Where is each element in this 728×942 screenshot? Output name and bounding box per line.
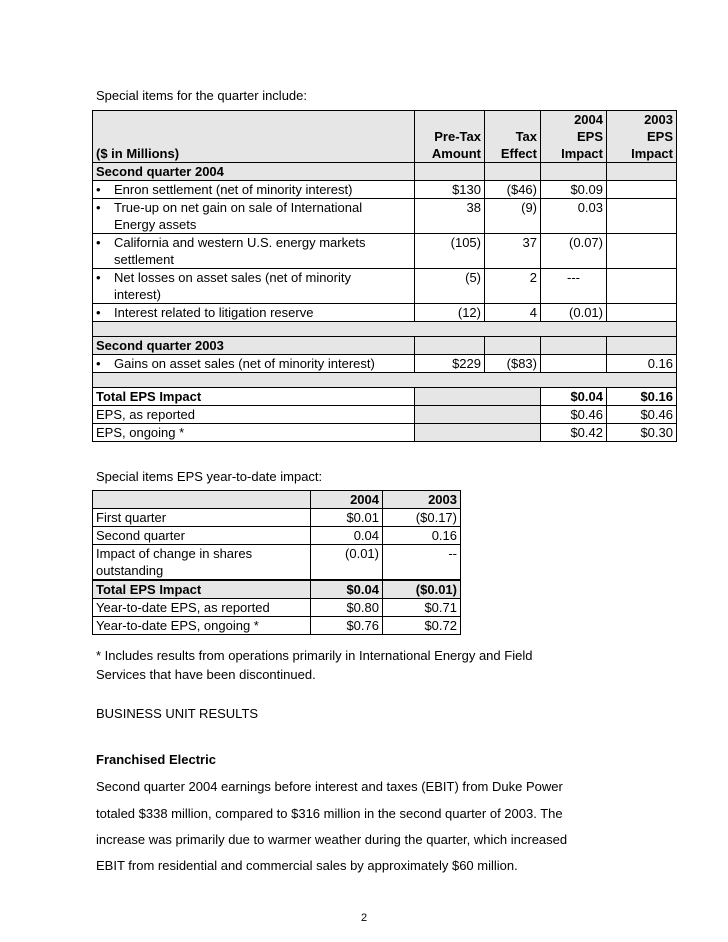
pretax-cell: (105): [415, 234, 485, 269]
spacer-row: [93, 322, 677, 337]
table-row: [93, 617, 461, 635]
footnote: [96, 646, 532, 684]
total-row: [93, 406, 677, 424]
row-label: [93, 355, 415, 373]
y2004-cell: (0.01): [311, 545, 383, 581]
table-row: [93, 599, 461, 617]
tax-cell: 2: [485, 269, 541, 304]
y2004-cell: $0.76: [311, 617, 383, 635]
header-line: Impact: [561, 146, 603, 161]
tax-cell: ($83): [485, 355, 541, 373]
section-row: [93, 337, 677, 355]
paragraph-line: Second quarter 2004 earnings before interest and taxes (EBIT) from Duke Power: [96, 779, 563, 794]
bullet-icon: •: [96, 200, 101, 215]
eps2004-cell: $0.46: [541, 406, 607, 424]
empty-cell: [415, 163, 485, 181]
section-title: Second quarter 2003: [93, 337, 415, 355]
bullet-icon: •: [96, 356, 101, 371]
footnote-line: * Includes results from operations primarily in International Energy and Field: [96, 648, 533, 663]
column-header-pretax: [415, 111, 485, 163]
eps2003-cell: $0.30: [607, 424, 677, 442]
row-label: [93, 234, 415, 269]
eps2003-cell: [607, 199, 677, 234]
column-header-label: [93, 491, 311, 509]
footnote-line: Services that have been discontinued.: [96, 667, 316, 682]
y2004-cell: 0.04: [311, 527, 383, 545]
header-line: Amount: [431, 146, 481, 161]
paragraph-line: EBIT from residential and commercial sales by approximately $60 million.: [96, 858, 518, 873]
eps2004-cell: ---: [541, 269, 607, 304]
subheading: Franchised Electric: [96, 752, 216, 767]
spacer-cell: [93, 322, 677, 337]
eps2003-cell: [607, 181, 677, 199]
row-label: [93, 545, 311, 581]
label-line: First quarter: [96, 510, 167, 525]
total-row: [93, 424, 677, 442]
header-row: [93, 491, 461, 509]
empty-cell: [415, 388, 541, 406]
ytd-impact-table: [92, 490, 461, 635]
y2003-cell: $0.72: [383, 617, 461, 635]
section-row: [93, 163, 677, 181]
row-label: [93, 269, 415, 304]
y2004-cell: $0.80: [311, 599, 383, 617]
row-label: Total EPS Impact: [93, 580, 311, 599]
eps2004-cell: $0.09: [541, 181, 607, 199]
bullet-icon: •: [96, 182, 101, 197]
y2003-cell: $0.71: [383, 599, 461, 617]
pretax-cell: (5): [415, 269, 485, 304]
empty-cell: [607, 163, 677, 181]
row-label: [93, 304, 415, 322]
label-line: Interest related to litigation reserve: [114, 305, 314, 320]
header-line: Tax: [515, 129, 537, 144]
empty-cell: [485, 163, 541, 181]
label-line: Net losses on asset sales (net of minority: [114, 270, 351, 285]
tax-cell: (9): [485, 199, 541, 234]
intro-text: Special items for the quarter include:: [96, 88, 307, 103]
spacer-row: [93, 373, 677, 388]
label-line: Impact of change in shares: [96, 546, 253, 561]
table-row: [93, 304, 677, 322]
eps2004-cell: [541, 355, 607, 373]
column-header-eps2004: [541, 111, 607, 163]
label-line: outstanding: [96, 563, 164, 578]
bullet-icon: •: [96, 305, 101, 320]
table-row: [93, 269, 677, 304]
special-items-table: [92, 110, 677, 442]
table-row: [93, 355, 677, 373]
row-label: Total EPS Impact: [93, 388, 415, 406]
label-line: California and western U.S. energy markets: [114, 235, 366, 250]
row-label: [93, 527, 311, 545]
page-number: 2: [360, 912, 368, 924]
table-row: [93, 545, 461, 581]
empty-cell: [415, 406, 541, 424]
eps2003-cell: [607, 269, 677, 304]
eps2003-cell: 0.16: [607, 355, 677, 373]
header-line: Pre-Tax: [434, 129, 481, 144]
empty-cell: [541, 337, 607, 355]
eps2004-cell: (0.07): [541, 234, 607, 269]
eps2003-cell: $0.46: [607, 406, 677, 424]
paragraph-line: totaled $338 million, compared to $316 million in the second quarter of 2003. The: [96, 806, 563, 821]
spacer-cell: [93, 373, 677, 388]
eps2004-cell: $0.42: [541, 424, 607, 442]
column-header-tax: [485, 111, 541, 163]
row-label: Year-to-date EPS, as reported: [93, 599, 311, 617]
empty-cell: [415, 337, 485, 355]
header-line: EPS: [646, 129, 673, 144]
row-label: Year-to-date EPS, ongoing *: [93, 617, 311, 635]
bullet-icon: •: [96, 235, 101, 250]
row-label: [93, 199, 415, 234]
label-line: Energy assets: [114, 217, 197, 232]
section-title: Second quarter 2004: [93, 163, 415, 181]
label-line: Enron settlement (net of minority interest): [114, 182, 353, 197]
eps2004-cell: $0.04: [541, 388, 607, 406]
column-header-2003: 2003: [383, 491, 461, 509]
header-line: 2003: [644, 112, 673, 127]
total-row: [93, 388, 677, 406]
tax-cell: 37: [485, 234, 541, 269]
header-line: Effect: [500, 146, 537, 161]
empty-cell: [607, 337, 677, 355]
label-line: settlement: [114, 252, 174, 267]
eps2004-cell: 0.03: [541, 199, 607, 234]
table-row: [93, 199, 677, 234]
y2004-cell: $0.04: [311, 580, 383, 599]
y2003-cell: ($0.01): [383, 580, 461, 599]
table-row: [93, 234, 677, 269]
empty-cell: [415, 424, 541, 442]
column-header-2004: 2004: [311, 491, 383, 509]
pretax-cell: (12): [415, 304, 485, 322]
ytd-intro-text: Special items EPS year-to-date impact:: [96, 469, 323, 484]
empty-cell: [485, 337, 541, 355]
pretax-cell: $130: [415, 181, 485, 199]
y2003-cell: ($0.17): [383, 509, 461, 527]
tax-cell: ($46): [485, 181, 541, 199]
tax-cell: 4: [485, 304, 541, 322]
row-label: [93, 181, 415, 199]
row-label: [93, 509, 311, 527]
header-row: [93, 111, 677, 163]
empty-cell: [541, 163, 607, 181]
column-header-eps2003: [607, 111, 677, 163]
label-line: Second quarter: [96, 528, 185, 543]
table-row: [93, 527, 461, 545]
total-row: [93, 580, 461, 599]
column-header-label: ($ in Millions): [93, 111, 415, 163]
y2004-cell: $0.01: [311, 509, 383, 527]
row-label: EPS, ongoing *: [93, 424, 415, 442]
eps2004-cell: (0.01): [541, 304, 607, 322]
y2003-cell: 0.16: [383, 527, 461, 545]
row-label: EPS, as reported: [93, 406, 415, 424]
pretax-cell: 38: [415, 199, 485, 234]
table-row: [93, 181, 677, 199]
label-line: interest): [114, 287, 161, 302]
header-line: Impact: [631, 146, 673, 161]
label-line: Gains on asset sales (net of minority interest): [114, 356, 375, 371]
pretax-cell: $229: [415, 355, 485, 373]
y2003-cell: --: [383, 545, 461, 581]
section-heading: BUSINESS UNIT RESULTS: [96, 706, 259, 721]
bullet-icon: •: [96, 270, 101, 285]
table-row: [93, 509, 461, 527]
header-line: 2004: [574, 112, 603, 127]
header-line: EPS: [576, 129, 603, 144]
eps2003-cell: [607, 304, 677, 322]
label-line: True-up on net gain on sale of International: [114, 200, 363, 215]
eps2003-cell: [607, 234, 677, 269]
eps2003-cell: $0.16: [607, 388, 677, 406]
paragraph-line: increase was primarily due to warmer weather during the quarter, which increased: [96, 832, 568, 847]
